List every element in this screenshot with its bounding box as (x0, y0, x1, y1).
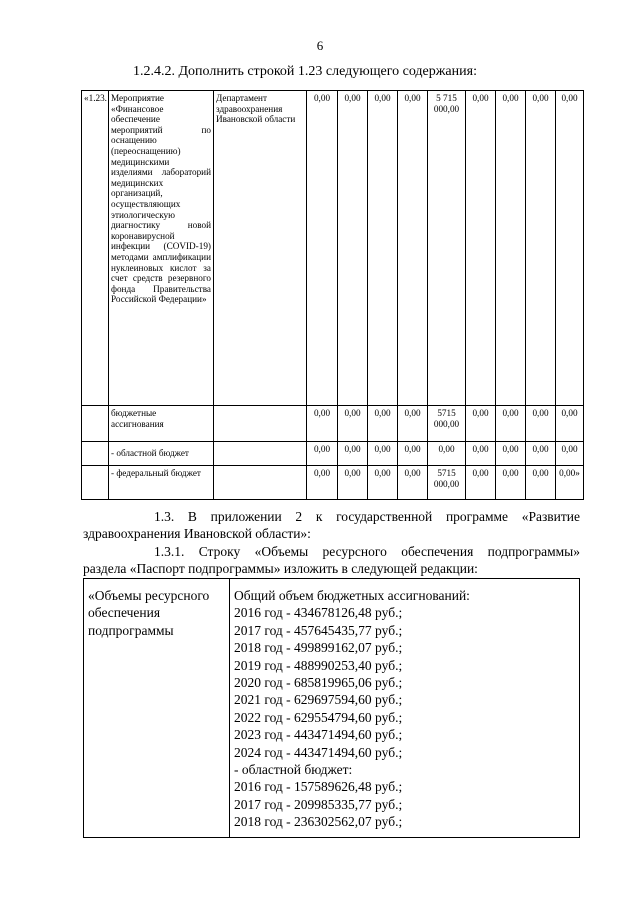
row-number (82, 442, 109, 466)
value-cell: 0,00 (368, 442, 398, 466)
value-cell: 0,00 (307, 406, 338, 442)
measure-name: бюджетные ассигнования (109, 406, 214, 442)
value-cell: 0,00 (556, 442, 584, 466)
value-cell: 0,00 (466, 406, 496, 442)
value-cell: 0,00 (496, 442, 526, 466)
list-item: 2018 год - 499899162,07 руб.; (234, 640, 403, 656)
value-cell: 0,00 (526, 442, 556, 466)
value-cell: 0,00 (496, 91, 526, 406)
value-cell: 0,00 (466, 91, 496, 406)
list-item: 2021 год - 629697594,60 руб.; (234, 692, 403, 708)
value-cell: 0,00 (307, 466, 338, 500)
value-cell: 0,00 (398, 466, 428, 500)
value-cell: 0,00 (496, 466, 526, 500)
value-cell: 0,00 (338, 442, 368, 466)
value-cell: 0,00 (398, 442, 428, 466)
measures-table (81, 90, 584, 500)
value-cell: 0,00 (428, 442, 466, 466)
value-cell: 0,00 (526, 91, 556, 406)
row-label: «Объемы ресурсного обеспечения подпрограммы (84, 579, 230, 838)
value-cell: 0,00 (338, 406, 368, 442)
list-item: 2024 год - 443471494,60 руб.; (234, 744, 403, 760)
row-number (82, 466, 109, 500)
row-number: «1.23. (82, 91, 109, 406)
value-cell: 0,00 (466, 442, 496, 466)
section-heading: 1.2.4.2. Дополнить строкой 1.23 следующего содержания: (133, 64, 477, 79)
budget-lines (230, 579, 580, 838)
list-item: 2023 год - 443471494,60 руб.; (234, 727, 403, 743)
table-row (84, 579, 580, 838)
value-cell: 0,00 (496, 406, 526, 442)
list-item: 2022 год - 629554794,60 руб.; (234, 709, 403, 725)
paragraph-1-3-1-line2: раздела «Паспорт подпрограммы» изложить в следующей редакции: (83, 561, 478, 576)
executor-cell: Департамент здравоохранения Ивановской области (214, 91, 307, 406)
value-cell: 0,00 (398, 91, 428, 406)
list-item: 2016 год - 434678126,48 руб.; (234, 605, 403, 621)
list-item: 2017 год - 209985335,77 руб.; (234, 796, 403, 812)
list-item: 2017 год - 457645435,77 руб.; (234, 622, 403, 638)
executor-cell (214, 466, 307, 500)
value-cell: 0,00 (398, 406, 428, 442)
paragraph-1-3-1-line1: 1.3.1. Строку «Объемы ресурсного обеспечения подпрограммы» (154, 544, 580, 559)
table-row (82, 91, 584, 406)
paragraph-1-3-line2: здравоохранения Ивановской области»: (83, 526, 311, 541)
measure-name: Мероприятие «Финансовое обеспечение мероприятий по оснащению (переоснащению) медицинскими изделиями лабораторий медицинских организаций, осуществляющих этиологическую диагностику новой коронавирусной инфекции (COVID-19) методами амплификации нуклеиновых кислот за счет средств резервного фонда Правительства Российской Федерации» (109, 91, 214, 406)
value-cell: 0,00 (526, 466, 556, 500)
value-cell: 0,00 (338, 91, 368, 406)
list-item: 2016 год - 157589626,48 руб.; (234, 779, 403, 795)
value-cell: 0,00 (556, 406, 584, 442)
value-cell: 5 715 000,00 (428, 91, 466, 406)
value-cell: 0,00 (307, 442, 338, 466)
value-cell: 0,00 (466, 466, 496, 500)
value-cell: 0,00 (307, 91, 338, 406)
value-cell: 0,00 (526, 406, 556, 442)
executor-cell (214, 406, 307, 442)
list-item: - областной бюджет: (234, 762, 353, 778)
value-cell: 0,00 (368, 91, 398, 406)
table-row (82, 466, 584, 500)
list-item: 2020 год - 685819965,06 руб.; (234, 675, 403, 691)
value-cell: 0,00 (338, 466, 368, 500)
row-number (82, 406, 109, 442)
value-cell: 5715 000,00 (428, 406, 466, 442)
value-cell: 0,00 (556, 91, 584, 406)
measure-name: - областной бюджет (109, 442, 214, 466)
table-row (82, 442, 584, 466)
measure-name: - федеральный бюджет (109, 466, 214, 500)
list-item: Общий объем бюджетных ассигнований: (234, 588, 470, 603)
resource-volume-table (83, 578, 580, 838)
value-cell: 0,00 (368, 466, 398, 500)
executor-cell (214, 442, 307, 466)
table-row (82, 406, 584, 442)
paragraph-1-3-line1: 1.3. В приложении 2 к государственной программе «Развитие (154, 509, 580, 524)
page-number: 6 (316, 38, 324, 53)
value-cell: 5715 000,00 (428, 466, 466, 500)
list-item: 2019 год - 488990253,40 руб.; (234, 657, 403, 673)
value-cell: 0,00 (368, 406, 398, 442)
value-cell: 0,00» (556, 466, 584, 500)
list-item: 2018 год - 236302562,07 руб.; (234, 814, 403, 830)
